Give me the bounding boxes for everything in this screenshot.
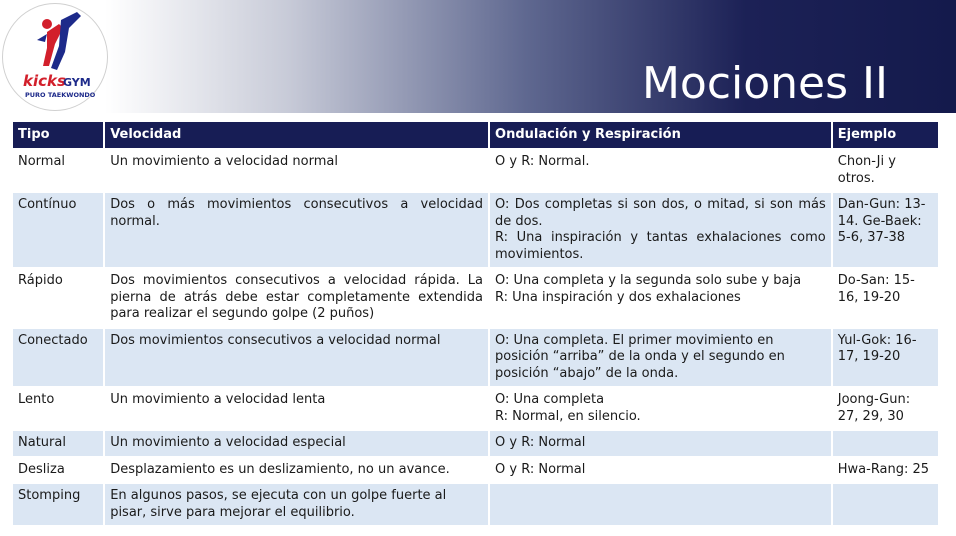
cell-ejemplo: Yul-Gok: 16-17, 19-20 (833, 329, 938, 387)
cell-ejemplo: Dan-Gun: 13-14. Ge-Baek: 5-6, 37-38 (833, 193, 938, 267)
cell-ejemplo (833, 431, 938, 456)
ondulacion-line: O: Una completa y la segunda solo sube y baja (495, 273, 802, 288)
table-row (13, 150, 938, 191)
mociones-table (11, 120, 940, 527)
cell-ejemplo: Joong-Gun: 27, 29, 30 (833, 388, 938, 429)
table-row (13, 269, 938, 327)
cell-velocidad: Dos movimientos consecutivos a velocidad normal (105, 329, 488, 387)
svg-text:GYM: GYM (63, 76, 91, 89)
cell-velocidad: En algunos pasos, se ejecuta con un golpe fuerte al pisar, sirve para mejorar el equilibrio. (105, 484, 488, 525)
cell-velocidad: Dos movimientos consecutivos a velocidad rápida. La pierna de atrás debe estar completamente extendida para realizar el segundo golpe (2 puños) (105, 269, 488, 327)
table-row (13, 484, 938, 525)
ondulacion-line: O y R: Normal. (495, 154, 590, 169)
table-row (13, 431, 938, 456)
ondulacion-line: O: Una completa. El primer movimiento en posición “arriba” de la onda y el segundo en posición “abajo” de la onda. (495, 332, 785, 381)
table-row (13, 329, 938, 387)
cell-tipo: Lento (13, 388, 103, 429)
cell-ondulacion (490, 269, 831, 327)
slide-title: Mociones II (641, 58, 888, 109)
cell-velocidad: Dos o más movimientos consecutivos a velocidad normal. (105, 193, 488, 267)
cell-velocidad: Un movimiento a velocidad especial (105, 431, 488, 456)
cell-velocidad: Un movimiento a velocidad lenta (105, 388, 488, 429)
cell-tipo: Natural (13, 431, 103, 456)
column-header-velocidad: Velocidad (105, 122, 488, 148)
cell-ondulacion (490, 150, 831, 191)
table-header-row (13, 122, 938, 148)
ondulacion-line: O: Dos completas si son dos, o mitad, si son más de dos. (495, 197, 826, 229)
cell-ejemplo: Hwa-Rang: 25 (833, 458, 938, 483)
cell-ondulacion (490, 329, 831, 387)
cell-velocidad: Un movimiento a velocidad normal (105, 150, 488, 191)
cell-tipo: Conectado (13, 329, 103, 387)
ondulacion-line: O: Una completa (495, 392, 605, 407)
cell-tipo: Contínuo (13, 193, 103, 267)
column-header-tipo: Tipo (13, 122, 103, 148)
cell-ejemplo: Do-San: 15-16, 19-20 (833, 269, 938, 327)
column-header-ondulacion: Ondulación y Respiración (490, 122, 831, 148)
table-row (13, 388, 938, 429)
taekwondo-figure-icon (3, 4, 109, 112)
respiracion-line: R: Una inspiración y dos exhalaciones (495, 289, 741, 305)
kicksgym-logo (2, 3, 108, 111)
cell-ejemplo (833, 484, 938, 525)
cell-ondulacion (490, 484, 831, 525)
respiracion-line: R: Normal, en silencio. (495, 408, 641, 424)
column-header-ejemplo: Ejemplo (833, 122, 938, 148)
cell-ondulacion (490, 431, 831, 456)
table-row (13, 458, 938, 483)
logo-tagline-text: PURO TAEKWONDO (25, 91, 96, 99)
logo-brand-text: kicks (23, 72, 66, 90)
cell-tipo: Normal (13, 150, 103, 191)
cell-tipo: Desliza (13, 458, 103, 483)
respiracion-line: R: Una inspiración y tantas exhalaciones como movimientos. (495, 230, 826, 262)
cell-ondulacion (490, 193, 831, 267)
cell-ondulacion (490, 458, 831, 483)
cell-velocidad: Desplazamiento es un deslizamiento, no un avance. (105, 458, 488, 483)
ondulacion-line: O y R: Normal (495, 435, 586, 450)
cell-ondulacion (490, 388, 831, 429)
table-row (13, 193, 938, 267)
cell-ejemplo: Chon-Ji y otros. (833, 150, 938, 191)
cell-tipo: Rápido (13, 269, 103, 327)
ondulacion-line: O y R: Normal (495, 461, 586, 477)
cell-tipo: Stomping (13, 484, 103, 525)
